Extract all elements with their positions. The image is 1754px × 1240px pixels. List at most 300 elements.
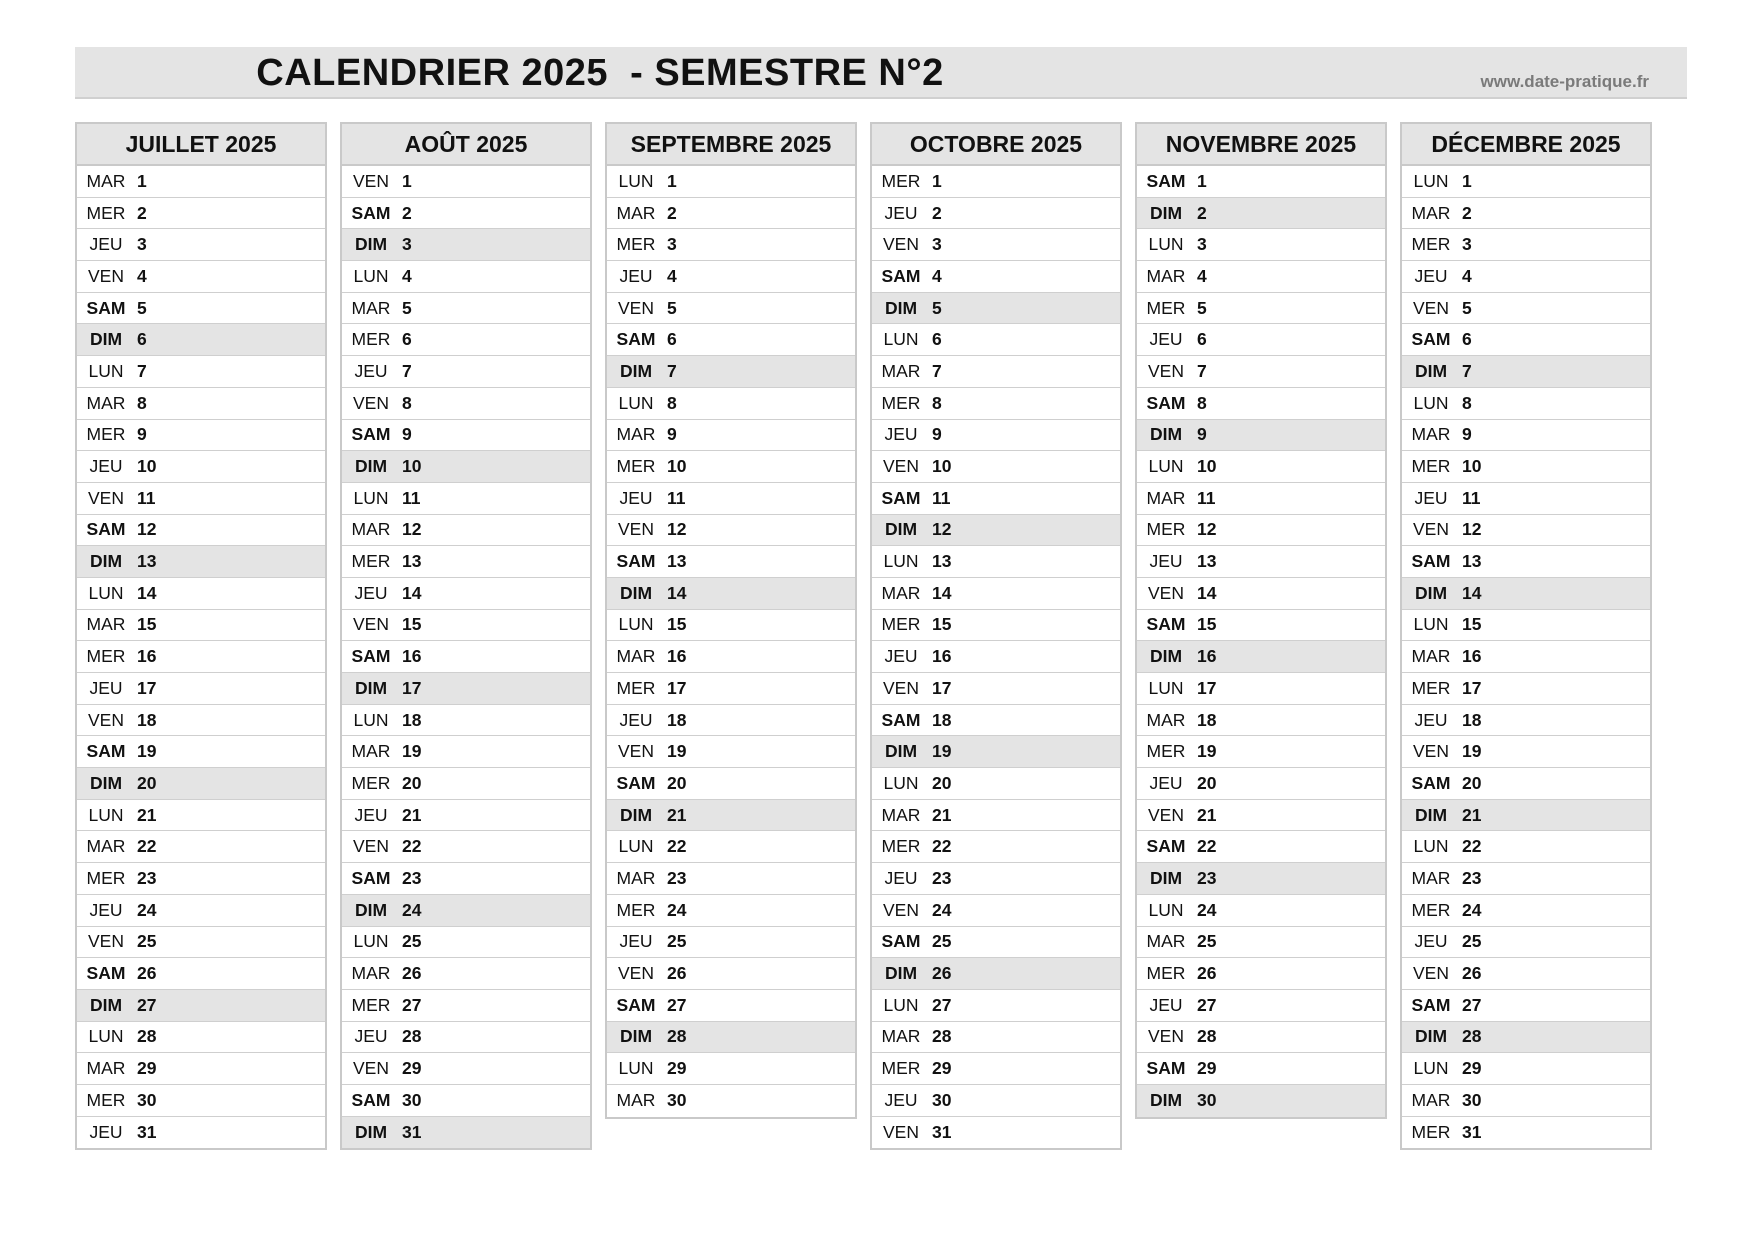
- day-number: 7: [1462, 360, 1472, 381]
- day-row: [1137, 736, 1385, 768]
- day-row: [607, 166, 855, 198]
- day-number: 7: [932, 360, 942, 381]
- day-row: [1402, 610, 1650, 642]
- weekday-label: JEU: [1414, 487, 1448, 508]
- day-number: 30: [667, 1090, 687, 1111]
- weekday-label: JEU: [1414, 265, 1448, 286]
- weekday-label: VEN: [883, 456, 919, 477]
- weekday-label: VEN: [1148, 804, 1184, 825]
- day-number: 30: [932, 1089, 952, 1110]
- month-title: DÉCEMBRE 2025: [1402, 124, 1650, 166]
- day-row: [607, 1022, 855, 1054]
- weekday-label: SAM: [1411, 551, 1451, 572]
- day-number: 10: [137, 456, 157, 477]
- weekday-label: MAR: [1146, 265, 1186, 286]
- weekday-label: MER: [1146, 963, 1186, 984]
- day-number: 5: [932, 297, 942, 318]
- day-number: 13: [137, 551, 157, 572]
- weekday-label: MAR: [86, 1058, 126, 1079]
- day-number: 12: [667, 519, 687, 540]
- day-number: 15: [667, 614, 687, 635]
- weekday-label: DIM: [89, 329, 123, 350]
- weekday-label: JEU: [1149, 551, 1183, 572]
- day-row: [77, 356, 325, 388]
- day-row: [872, 261, 1120, 293]
- weekday-label: MER: [881, 614, 921, 635]
- weekday-label: LUN: [353, 487, 389, 508]
- day-row: [77, 1022, 325, 1054]
- weekday-label: JEU: [884, 202, 918, 223]
- day-row: [77, 705, 325, 737]
- day-row: [342, 800, 590, 832]
- weekday-label: SAM: [86, 741, 126, 762]
- day-number: 22: [137, 836, 157, 857]
- day-row: [872, 356, 1120, 388]
- day-number: 12: [932, 519, 952, 540]
- day-row: [342, 198, 590, 230]
- day-row: [1402, 166, 1650, 198]
- day-row: [1402, 388, 1650, 420]
- month-column: [870, 122, 1122, 1150]
- day-number: 11: [402, 487, 421, 508]
- weekday-label: DIM: [884, 963, 918, 984]
- day-row: [1402, 546, 1650, 578]
- day-row: [77, 831, 325, 863]
- month-title: OCTOBRE 2025: [872, 124, 1120, 166]
- weekday-label: MAR: [86, 614, 126, 635]
- weekday-label: LUN: [1148, 456, 1184, 477]
- weekday-label: SAM: [351, 867, 391, 888]
- day-number: 26: [1197, 963, 1217, 984]
- day-number: 21: [1197, 804, 1217, 825]
- weekday-label: MER: [86, 867, 126, 888]
- weekday-label: DIM: [354, 456, 388, 477]
- day-number: 20: [932, 772, 952, 793]
- weekday-label: MER: [881, 1058, 921, 1079]
- weekday-label: SAM: [1146, 170, 1186, 191]
- day-number: 28: [667, 1026, 687, 1047]
- day-row: [1137, 293, 1385, 325]
- weekday-label: MAR: [1411, 1089, 1451, 1110]
- day-row: [342, 324, 590, 356]
- day-row: [342, 451, 590, 483]
- day-number: 27: [402, 994, 422, 1015]
- day-row: [77, 895, 325, 927]
- day-row: [1137, 166, 1385, 198]
- day-row: [1137, 198, 1385, 230]
- weekday-label: SAM: [881, 709, 921, 730]
- day-number: 5: [1462, 297, 1472, 318]
- day-row: [1137, 324, 1385, 356]
- day-row: [607, 768, 855, 800]
- weekday-label: SAM: [1146, 392, 1186, 413]
- day-number: 17: [667, 677, 687, 698]
- day-row: [342, 229, 590, 261]
- day-row: [607, 610, 855, 642]
- day-number: 17: [932, 677, 952, 698]
- day-row: [872, 451, 1120, 483]
- weekday-label: MAR: [881, 582, 921, 603]
- day-row: [77, 515, 325, 547]
- weekday-label: DIM: [1149, 867, 1183, 888]
- weekday-label: LUN: [618, 1058, 654, 1079]
- day-number: 21: [932, 804, 952, 825]
- day-number: 25: [667, 931, 687, 952]
- weekday-label: MAR: [351, 741, 391, 762]
- weekday-label: JEU: [354, 360, 388, 381]
- day-row: [872, 420, 1120, 452]
- day-row: [342, 895, 590, 927]
- day-number: 9: [932, 424, 942, 445]
- day-row: [1402, 705, 1650, 737]
- day-row: [872, 641, 1120, 673]
- day-number: 3: [1462, 234, 1472, 255]
- month-title: AOÛT 2025: [342, 124, 590, 166]
- day-row: [342, 1022, 590, 1054]
- day-number: 2: [932, 202, 942, 223]
- weekday-label: VEN: [618, 519, 654, 540]
- day-number: 13: [667, 551, 687, 572]
- day-number: 11: [1462, 487, 1481, 508]
- day-row: [872, 705, 1120, 737]
- day-number: 3: [137, 234, 147, 255]
- day-row: [77, 483, 325, 515]
- weekday-label: SAM: [1146, 614, 1186, 635]
- weekday-label: JEU: [1149, 329, 1183, 350]
- day-number: 5: [137, 297, 147, 318]
- day-row: [1137, 388, 1385, 420]
- day-row: [872, 1053, 1120, 1085]
- day-row: [1137, 1053, 1385, 1085]
- day-number: 27: [932, 994, 952, 1015]
- weekday-label: JEU: [1414, 709, 1448, 730]
- day-number: 6: [1197, 329, 1207, 350]
- day-row: [77, 863, 325, 895]
- weekday-label: LUN: [353, 265, 389, 286]
- day-row: [77, 388, 325, 420]
- day-number: 12: [1197, 519, 1217, 540]
- day-row: [77, 958, 325, 990]
- day-row: [607, 958, 855, 990]
- day-number: 8: [137, 392, 147, 413]
- day-number: 2: [402, 202, 412, 223]
- day-row: [1137, 927, 1385, 959]
- day-number: 14: [1462, 582, 1482, 603]
- day-number: 22: [1462, 836, 1482, 857]
- day-number: 14: [667, 582, 687, 603]
- day-number: 19: [137, 741, 157, 762]
- day-row: [1137, 451, 1385, 483]
- weekday-label: VEN: [1148, 1026, 1184, 1047]
- weekday-label: SAM: [351, 1089, 391, 1110]
- weekday-label: LUN: [1413, 614, 1449, 635]
- weekday-label: DIM: [1414, 804, 1448, 825]
- day-row: [1402, 198, 1650, 230]
- weekday-label: MER: [351, 772, 391, 793]
- day-row: [342, 483, 590, 515]
- weekday-label: LUN: [883, 772, 919, 793]
- weekday-label: MER: [1411, 456, 1451, 477]
- weekday-label: VEN: [88, 931, 124, 952]
- weekday-label: JEU: [89, 677, 123, 698]
- day-row: [1402, 1022, 1650, 1054]
- day-number: 19: [1197, 741, 1217, 762]
- day-row: [1402, 1053, 1650, 1085]
- day-number: 1: [1197, 170, 1207, 191]
- day-number: 1: [402, 170, 412, 191]
- weekday-label: MAR: [616, 1090, 656, 1111]
- day-number: 26: [1462, 963, 1482, 984]
- day-number: 6: [402, 329, 412, 350]
- weekday-label: JEU: [1414, 931, 1448, 952]
- weekday-label: JEU: [354, 804, 388, 825]
- weekday-label: MER: [1146, 741, 1186, 762]
- weekday-label: JEU: [354, 582, 388, 603]
- weekday-label: DIM: [619, 1026, 653, 1047]
- day-number: 28: [1197, 1026, 1217, 1047]
- day-number: 3: [667, 234, 677, 255]
- weekday-label: MER: [616, 677, 656, 698]
- day-row: [342, 768, 590, 800]
- day-number: 16: [402, 646, 422, 667]
- weekday-label: MAR: [1146, 709, 1186, 730]
- weekday-label: MAR: [1411, 202, 1451, 223]
- weekday-label: MER: [1146, 519, 1186, 540]
- day-number: 28: [1462, 1026, 1482, 1047]
- day-number: 19: [667, 741, 687, 762]
- weekday-label: JEU: [884, 867, 918, 888]
- weekday-label: DIM: [1149, 424, 1183, 445]
- weekday-label: VEN: [1148, 582, 1184, 603]
- day-row: [872, 324, 1120, 356]
- day-number: 25: [402, 931, 422, 952]
- day-row: [77, 324, 325, 356]
- weekday-label: MER: [1146, 297, 1186, 318]
- weekday-label: LUN: [353, 709, 389, 730]
- day-number: 29: [667, 1058, 687, 1079]
- day-row: [1137, 420, 1385, 452]
- weekday-label: MER: [351, 994, 391, 1015]
- day-row: [872, 1022, 1120, 1054]
- day-row: [1402, 641, 1650, 673]
- day-row: [607, 1085, 855, 1117]
- day-number: 12: [402, 519, 422, 540]
- day-number: 10: [1462, 456, 1482, 477]
- day-number: 2: [137, 202, 147, 223]
- day-number: 7: [667, 360, 677, 381]
- day-number: 31: [137, 1121, 157, 1142]
- day-number: 16: [1462, 646, 1482, 667]
- weekday-label: LUN: [1148, 899, 1184, 920]
- day-row: [77, 1085, 325, 1117]
- weekday-label: MER: [351, 329, 391, 350]
- day-row: [77, 800, 325, 832]
- weekday-label: DIM: [354, 1121, 388, 1142]
- weekday-label: VEN: [618, 741, 654, 762]
- weekday-label: JEU: [1149, 994, 1183, 1015]
- day-row: [607, 990, 855, 1022]
- day-number: 25: [1462, 931, 1482, 952]
- day-number: 17: [1462, 677, 1482, 698]
- website-label: www.date-pratique.fr: [1480, 72, 1649, 91]
- day-row: [342, 1053, 590, 1085]
- day-number: 24: [932, 899, 952, 920]
- day-number: 16: [667, 646, 687, 667]
- day-row: [1137, 261, 1385, 293]
- weekday-label: MER: [86, 202, 126, 223]
- weekday-label: DIM: [89, 994, 123, 1015]
- day-number: 3: [402, 234, 412, 255]
- weekday-label: DIM: [884, 519, 918, 540]
- day-row: [607, 356, 855, 388]
- day-number: 12: [137, 519, 157, 540]
- weekday-label: VEN: [618, 297, 654, 318]
- weekday-label: DIM: [354, 899, 388, 920]
- weekday-label: MAR: [351, 963, 391, 984]
- day-number: 4: [137, 265, 147, 286]
- day-number: 11: [667, 487, 686, 508]
- weekday-label: DIM: [1149, 1090, 1183, 1111]
- day-row: [77, 1117, 325, 1149]
- day-row: [1402, 420, 1650, 452]
- day-row: [77, 610, 325, 642]
- day-number: 2: [1462, 202, 1472, 223]
- day-row: [607, 800, 855, 832]
- day-row: [1402, 451, 1650, 483]
- day-row: [342, 515, 590, 547]
- day-row: [342, 1117, 590, 1149]
- day-number: 22: [932, 836, 952, 857]
- day-number: 20: [1197, 772, 1217, 793]
- day-number: 2: [667, 202, 677, 223]
- day-number: 14: [1197, 582, 1217, 603]
- weekday-label: VEN: [618, 963, 654, 984]
- day-row: [872, 546, 1120, 578]
- day-number: 26: [402, 963, 422, 984]
- day-number: 11: [137, 487, 156, 508]
- day-row: [607, 705, 855, 737]
- weekday-label: MAR: [616, 867, 656, 888]
- weekday-label: DIM: [1149, 646, 1183, 667]
- weekday-label: LUN: [353, 931, 389, 952]
- day-row: [1137, 546, 1385, 578]
- day-number: 26: [932, 963, 952, 984]
- day-number: 18: [137, 709, 157, 730]
- day-row: [1402, 324, 1650, 356]
- day-number: 22: [402, 836, 422, 857]
- weekday-label: LUN: [1413, 1058, 1449, 1079]
- day-number: 30: [1197, 1090, 1217, 1111]
- day-number: 6: [1462, 329, 1472, 350]
- day-number: 9: [1197, 424, 1207, 445]
- weekday-label: LUN: [883, 551, 919, 572]
- weekday-label: MAR: [351, 519, 391, 540]
- day-row: [1137, 1022, 1385, 1054]
- day-number: 5: [667, 297, 677, 318]
- weekday-label: SAM: [86, 963, 126, 984]
- weekday-label: JEU: [884, 424, 918, 445]
- day-number: 24: [1197, 899, 1217, 920]
- day-number: 29: [137, 1058, 157, 1079]
- day-row: [342, 736, 590, 768]
- weekday-label: VEN: [88, 709, 124, 730]
- day-number: 28: [402, 1026, 422, 1047]
- weekday-label: SAM: [881, 931, 921, 952]
- day-number: 24: [402, 899, 422, 920]
- weekday-label: JEU: [619, 487, 653, 508]
- weekday-label: MAR: [86, 836, 126, 857]
- day-number: 6: [932, 329, 942, 350]
- title-bar: [75, 47, 1687, 99]
- day-number: 14: [932, 582, 952, 603]
- day-row: [872, 895, 1120, 927]
- day-number: 3: [1197, 234, 1207, 255]
- day-number: 4: [932, 265, 942, 286]
- month-column: [75, 122, 327, 1150]
- day-row: [1402, 483, 1650, 515]
- day-number: 17: [1197, 677, 1217, 698]
- day-row: [1137, 1085, 1385, 1117]
- day-row: [77, 198, 325, 230]
- day-row: [77, 229, 325, 261]
- day-number: 24: [1462, 899, 1482, 920]
- day-row: [607, 324, 855, 356]
- weekday-label: JEU: [89, 456, 123, 477]
- day-row: [1402, 736, 1650, 768]
- weekday-label: DIM: [89, 551, 123, 572]
- day-row: [607, 261, 855, 293]
- weekday-label: MAR: [351, 297, 391, 318]
- day-number: 31: [402, 1121, 422, 1142]
- day-number: 10: [667, 456, 687, 477]
- day-row: [1402, 927, 1650, 959]
- weekday-label: VEN: [353, 614, 389, 635]
- weekday-label: LUN: [883, 994, 919, 1015]
- day-row: [1402, 293, 1650, 325]
- day-row: [77, 420, 325, 452]
- day-row: [1137, 610, 1385, 642]
- day-number: 9: [137, 424, 147, 445]
- day-row: [77, 768, 325, 800]
- day-row: [1402, 356, 1650, 388]
- weekday-label: SAM: [616, 994, 656, 1015]
- day-number: 25: [1197, 931, 1217, 952]
- day-number: 9: [402, 424, 412, 445]
- day-number: 17: [402, 677, 422, 698]
- day-row: [872, 673, 1120, 705]
- weekday-label: SAM: [86, 519, 126, 540]
- day-number: 22: [1197, 836, 1217, 857]
- month-column: [1135, 122, 1387, 1119]
- weekday-label: LUN: [88, 1026, 124, 1047]
- weekday-label: DIM: [884, 297, 918, 318]
- day-row: [77, 641, 325, 673]
- day-row: [872, 388, 1120, 420]
- month-title: SEPTEMBRE 2025: [607, 124, 855, 166]
- day-number: 23: [932, 867, 952, 888]
- weekday-label: VEN: [883, 677, 919, 698]
- day-number: 3: [932, 234, 942, 255]
- weekday-label: MER: [1411, 899, 1451, 920]
- month-column: [1400, 122, 1652, 1150]
- day-number: 19: [402, 741, 422, 762]
- weekday-label: DIM: [1414, 1026, 1448, 1047]
- day-number: 20: [137, 772, 157, 793]
- weekday-label: LUN: [883, 329, 919, 350]
- weekday-label: LUN: [88, 360, 124, 381]
- day-row: [607, 895, 855, 927]
- weekday-label: MAR: [616, 202, 656, 223]
